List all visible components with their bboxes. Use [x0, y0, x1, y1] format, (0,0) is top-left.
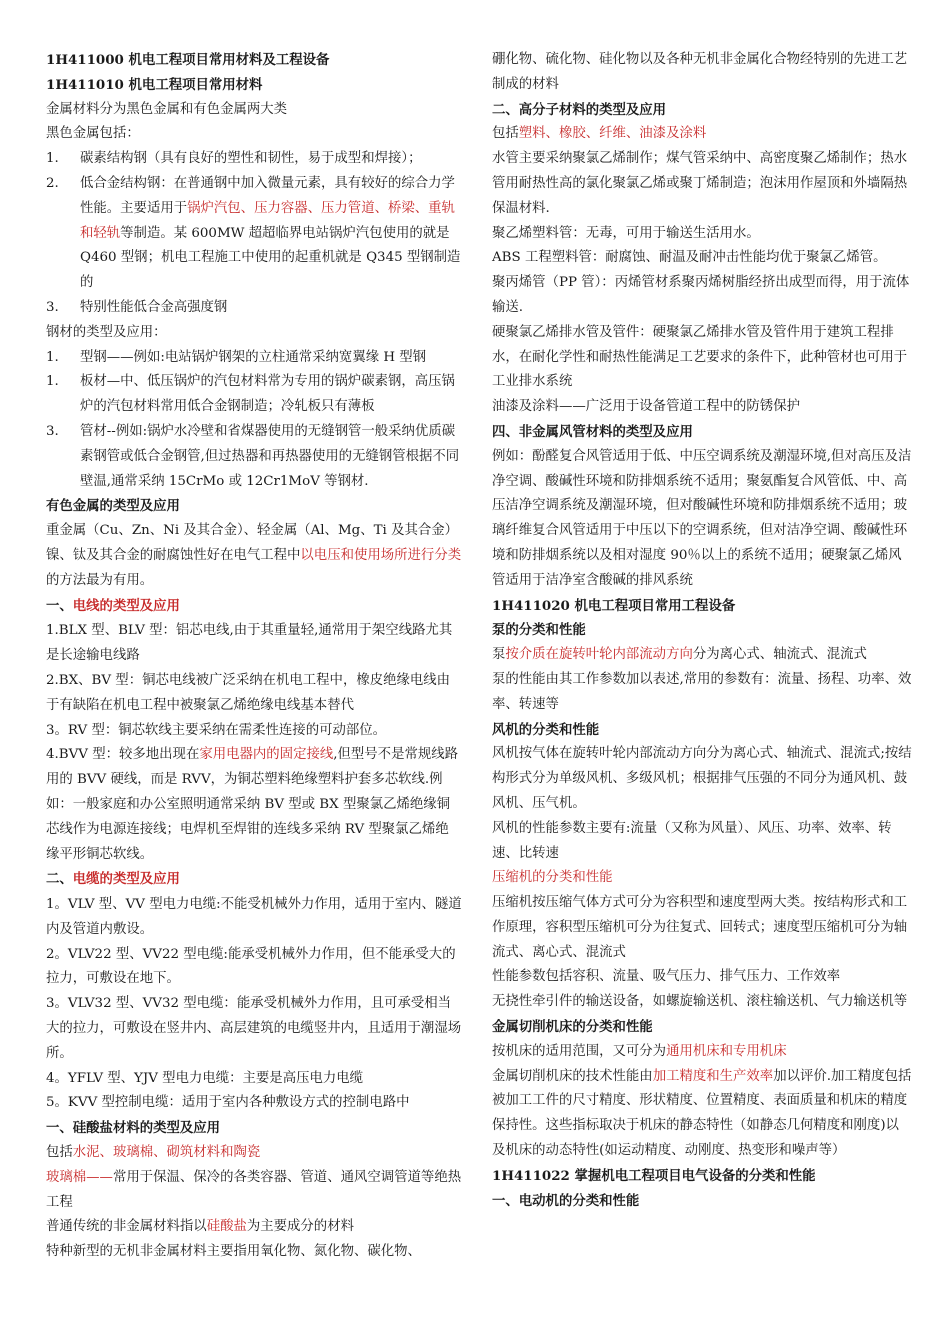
list-item	[46, 370, 462, 420]
paragraph: 黑色金属包括：	[46, 126, 140, 142]
text-run: 包括	[492, 126, 519, 142]
list-number: 2.	[46, 175, 59, 191]
list-number: 1.	[46, 151, 59, 167]
list-text	[80, 420, 462, 494]
text-run: 二、	[46, 871, 73, 888]
text-run: 特别性能低合金高强度钢	[80, 299, 228, 315]
text-run: 普通传统的非金属材料指以	[46, 1219, 207, 1235]
highlighted-text: 家用电器内的固定接线	[199, 747, 334, 763]
section-heading: 二、高分子材料的类型及应用	[492, 101, 667, 118]
paragraph: 2.BX、BV 型：铜芯电线被广泛采纳在机电工程中，橡皮绝缘电线由于有缺陷在机电工程中被聚氯乙烯绝缘电线基本替代	[46, 672, 451, 713]
paragraph: 金属材料分为黑色金属和有色金属两大类	[46, 101, 288, 117]
list-number: 3.	[46, 299, 59, 315]
text-run: 管材--例如:锅炉水冷壁和省煤器使用的无缝钢管一般采纳优质碳素钢管或低合金钢管,但过热器和再热器使用的无缝钢管根据不同壁温,通常采纳 15CrMo 或 12Cr1MoV 等钢材.	[80, 423, 460, 489]
text-run: 板材—中、低压锅炉的汽包材料常为专用的锅炉碳素钢，高压锅炉的汽包材料常用低合金钢制造；冷轧板只有薄板	[80, 374, 455, 415]
highlighted-text: 电线的类型及应用	[72, 597, 180, 614]
paragraph: 4。YFLV 型、YJV 型电力电缆：主要是高压电力电缆	[46, 1070, 364, 1086]
text-run: 等制造。某 600MW 超超临界电站锅炉汽包使用的就是 Q460 型钢；机电工程施工中使用的起重机就是 Q345 型钢制造的	[80, 225, 461, 291]
paragraph: ABS 工程塑料管：耐腐蚀、耐温及耐冲击性能均优于聚氯乙烯管。	[492, 250, 887, 266]
list-text	[80, 147, 462, 172]
paragraph	[46, 519, 462, 593]
paragraph	[492, 1040, 912, 1065]
paragraph	[46, 743, 462, 867]
section-heading: 有色金属的类型及应用	[46, 498, 180, 515]
text-run: 泵	[492, 647, 506, 663]
section-heading: 泵的分类和性能	[492, 622, 586, 639]
highlighted-text: 锅炉汽包、压力容器、压力管道、桥梁、重轨和轻轨	[80, 200, 455, 241]
paragraph: 风机按气体在旋转叶轮内部流动方向分为离心式、轴流式、混流式;按结构形式分为单级风机、多级风机；根据排气压强的不同分为通风机、鼓风机、压气机。	[492, 746, 912, 811]
paragraph: 油漆及涂料——广泛用于设备管道工程中的防锈保护	[492, 399, 800, 415]
section-heading: 1H411010 机电工程项目常用材料	[46, 76, 263, 93]
text-run: 型钢——例如:电站锅炉钢架的立柱通常采纳宽翼缘 H 型钢	[80, 349, 427, 365]
text-run: 包括	[46, 1145, 73, 1161]
paragraph: 风机的性能参数主要有:流量（又称为风量）、风压、功率、效率、转速、比转速	[492, 820, 892, 861]
text-run: 一、	[46, 597, 73, 614]
text-run: 重金属（Cu、Zn、Ni 及其合金）、轻金属（Al、Mg、Ti 及其合金）镍、钛及其合金的耐腐蚀性好在电气工程中	[46, 523, 459, 563]
list-item	[46, 296, 462, 321]
paragraph	[492, 643, 912, 668]
section-heading: 金属切削机床的分类和性能	[492, 1019, 653, 1036]
paragraph: 硬聚氯乙烯排水管及管件：硬聚氯乙烯排水管及管件用于建筑工程排水，在耐化学性和耐热性能满足工艺要求的条件下，此种管材也可用于工业排水系统	[492, 324, 908, 390]
paragraph: 水管主要采纳聚氯乙烯制作；煤气管采纳中、高密度聚乙烯制作；热水管用耐热性高的氯化聚氯乙烯或聚丁烯制造；泡沫用作屋顶和外墙隔热保温材料.	[492, 151, 908, 216]
paragraph: 钢材的类型及应用：	[46, 324, 167, 340]
paragraph	[492, 1065, 912, 1164]
paragraph	[492, 122, 912, 147]
highlighted-text: 玻璃棉——	[46, 1169, 113, 1185]
highlighted-text: 水泥、玻璃棉、砌筑材料和陶瓷	[72, 1145, 261, 1161]
text-run: 4.BVV 型：较多地出现在	[46, 747, 200, 763]
list-text	[80, 370, 462, 420]
highlighted-text: 塑料、橡胶、纤维、油漆及涂料	[518, 126, 707, 142]
section-heading: 一、硅酸盐材料的类型及应用	[46, 1120, 221, 1137]
section-heading: 四、非金属风管材料的类型及应用	[492, 423, 693, 440]
paragraph: 1.BLX 型、BLV 型：铝芯电线,由于其重量轻,通常用于架空线路尤其是长途输电线路	[46, 623, 453, 664]
paragraph: 3。VLV32 型、VV32 型电缆：能承受机械外力作用，且可承受相当大的拉力，可敷设在竖井内、高层建筑的电缆竖井内，且适用于潮湿场所。	[46, 996, 462, 1061]
paragraph: 聚乙烯塑料管：无毒，可用于输送生活用水。	[492, 225, 760, 241]
paragraph: 5。KVV 型控制电缆：适用于室内各种敷设方式的控制电路中	[46, 1095, 410, 1111]
paragraph	[492, 866, 912, 891]
paragraph	[46, 867, 462, 893]
section-heading: 1H411000 机电工程项目常用材料及工程设备	[46, 52, 330, 68]
list-item	[46, 172, 462, 296]
paragraph	[46, 594, 462, 620]
highlighted-text: 按介质在旋转叶轮内部流动方向	[505, 647, 693, 663]
highlighted-text: 通用机床和专用机床	[666, 1043, 787, 1059]
paragraph: 压缩机按压缩气体方式可分为容积型和速度型两大类。按结构形式和工作原理，容积型压缩机可分为往复式、回转式；速度型压缩机可分为轴流式、离心式、混流式	[492, 895, 908, 960]
paragraph	[46, 1166, 462, 1216]
section-heading: 1H411022 掌握机电工程项目电气设备的分类和性能	[492, 1167, 816, 1184]
paragraph: 1。VLV 型、VV 型电力电缆:不能受机械外力作用，适用于室内、隧道内及管道内敷设。	[46, 897, 462, 937]
text-run: 分为离心式、轴流式、混流式	[692, 647, 867, 663]
list-item	[46, 420, 462, 494]
list-text	[80, 346, 462, 371]
text-run: 按机床的适用范围，又可分为	[492, 1043, 667, 1059]
text-run: 常用于保温、保冷的各类容器、管道、通风空调管道等绝热工程	[46, 1169, 462, 1210]
list-item	[46, 147, 462, 172]
highlighted-text: 加工精度和生产效率	[652, 1068, 774, 1084]
section-heading: 一、电动机的分类和性能	[492, 1192, 640, 1209]
list-number: 1.	[46, 349, 59, 365]
highlighted-text: 电缆的类型及应用	[72, 871, 180, 888]
paragraph: 3。RV 型：铜芯软线主要采纳在需柔性连接的可动部位。	[46, 722, 387, 738]
paragraph: 例如：酚醛复合风管适用于低、中压空调系统及潮湿环境,但对高压及洁净空调、酸碱性环境和防排烟系统不适用；聚氨酯复合风管低、中、高压洁净空调系统及潮湿环境，但对酸碱性环境和防排烟系统不适用；玻璃纤维复合风管适用于中压以下的空调系统，但对洁净空调、酸碱性环境和防排烟系统以及相对湿度 90％以上的系统不适用；硬聚氯乙烯风管适用于洁净室含酸碱的排风系统	[492, 448, 912, 588]
paragraph: 性能参数包括容积、流量、吸气压力、排气压力、工作效率	[492, 969, 841, 985]
text-run: 碳素结构钢（具有良好的塑性和韧性，易于成型和焊接）；	[80, 151, 422, 167]
list-number: 3.	[46, 423, 59, 439]
paragraph: 2。VLV22 型、VV22 型电缆:能承受机械外力作用，但不能承受大的拉力，可敷设在地下。	[46, 946, 456, 987]
text-run: 金属切削机床的技术性能由	[492, 1068, 653, 1084]
paragraph: 泵的性能由其工作参数加以表述,常用的参数有：流量、扬程、功率、效率、转速等	[492, 671, 912, 712]
highlighted-text: 以电压和使用场所进行分类	[300, 547, 462, 563]
text-run: 加以评价.加工精度包括被加工工件的尺寸精度、形状精度、位置精度、表面质量和机床的精度保持性。这些指标取决于机床的静态特性（如静态几何精度和刚度)以及机床的动态特性(如运动精度、动刚度、热变形和噪声等）	[492, 1068, 912, 1159]
left-column	[46, 48, 462, 1265]
right-column	[492, 48, 912, 1213]
paragraph: 特种新型的无机非金属材料主要指用氧化物、氮化物、碳化物、	[46, 1244, 421, 1260]
paragraph: 无挠性牵引件的输送设备，如螺旋输送机、滚柱输送机、气力输送机等	[492, 994, 908, 1010]
list-item	[46, 346, 462, 371]
list-text	[80, 296, 462, 321]
paragraph: 聚丙烯管（PP 管）：丙烯管材系聚丙烯树脂经挤出成型而得，用于流体输送.	[492, 275, 910, 315]
list-number: 1.	[46, 374, 59, 390]
paragraph	[46, 1215, 462, 1240]
section-heading: 1H411020 机电工程项目常用工程设备	[492, 597, 736, 614]
text-run: ,但型号不是常规线路用的 BVV 硬线，而是 RVV，为铜芯塑料绝缘塑料护套多芯软线.例如：一般家庭和办公室照明通常采纳 BV 型或 BX 型聚氯乙烯绝缘铜芯线作为电源连接线；电焊机至焊钳的连线多采纳 RV 型聚氯乙烯绝缘平形铜芯软线。	[46, 747, 459, 862]
text-run: 的方法最为有用。	[46, 572, 154, 588]
highlighted-text: 硅酸盐	[206, 1219, 247, 1235]
highlighted-text: 压缩机的分类和性能	[492, 870, 613, 886]
paragraph: 硼化物、硫化物、硅化物以及各种无机非金属化合物经特别的先进工艺制成的材料	[492, 52, 908, 92]
text-run: 为主要成分的材料	[246, 1219, 354, 1235]
list-text	[80, 172, 462, 296]
text-run: 低合金结构钢：在普通钢中加入微量元素，具有较好的综合力学性能。主要适用于	[80, 175, 455, 216]
paragraph	[46, 1141, 462, 1166]
section-heading: 风机的分类和性能	[492, 721, 600, 738]
